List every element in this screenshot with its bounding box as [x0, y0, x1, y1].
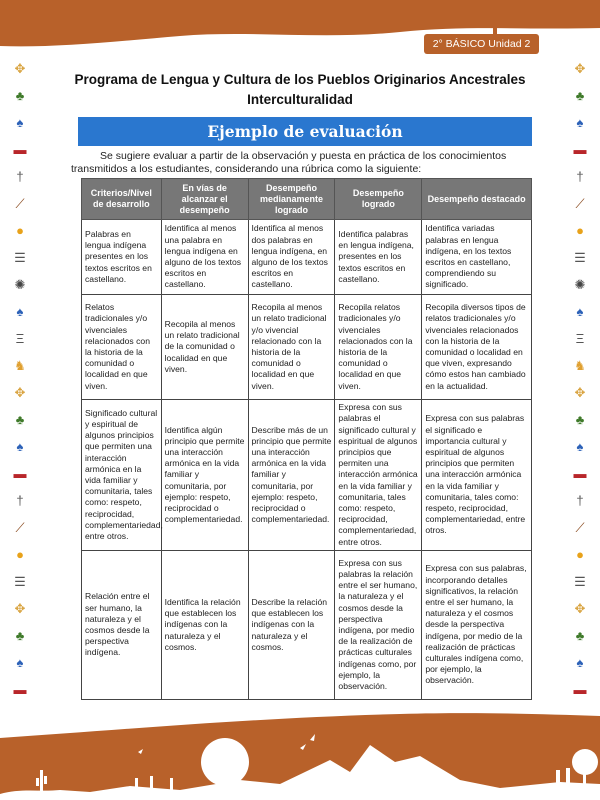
fox-icon: ▬: [573, 142, 587, 157]
level-cell: Identifica al menos una palabra en lengua indígena en alguno de los textos escritos en castellano.: [161, 220, 248, 295]
section-banner: Ejemplo de evaluación: [78, 117, 532, 146]
fox-icon: ▬: [573, 682, 587, 697]
turtle-icon: ✥: [574, 601, 586, 616]
person-icon: †: [576, 493, 584, 508]
header-level-3: Desempeño logrado: [335, 179, 422, 220]
right-icon-column: [560, 55, 600, 703]
program-title-line2: Interculturalidad: [247, 92, 353, 107]
level-cell: Identifica la relación que establecen los indígenas con la naturaleza y el cosmos.: [161, 551, 248, 700]
header-criteria: Criterios/Nivel de desarrollo: [82, 179, 162, 220]
level-cell: Expresa con sus palabras el significado cultural y espiritual de algunos principios que permiten una interacción armónica en la vida familiar y comunitaria, tales como: respeto, reciprocidad, complementariedad, entre otros.: [335, 400, 422, 551]
level-cell: Describe la relación que establecen los indígenas con la naturaleza y el cosmos.: [248, 551, 335, 700]
person-icon: †: [16, 493, 24, 508]
table-row: [82, 220, 532, 295]
fox-icon: ▬: [13, 466, 27, 481]
footer-landscape-band: [0, 700, 600, 800]
level-cell: Expresa con sus palabras el significado e importancia cultural y espiritual de algunos principios que permiten una interacción armónica en la vida familiar y comunitaria, tales como: respeto, reciprocidad, complementariedad, entre otros.: [422, 400, 532, 551]
turtle-icon: ✥: [14, 601, 26, 616]
criteria-cell: Palabras en lengua indígena presentes en los textos escritos en castellano.: [82, 220, 162, 295]
bird-figure-icon: ♣: [575, 628, 585, 643]
fox-icon: ▬: [573, 466, 587, 481]
level-cell: Expresa con sus palabras, incorporando detalles significativos, la relación entre el ser humano, la naturaleza y el cosmos desde la perspectiva indígena, por medio de la realización de prácticas culturales indígena como, por ejemplo, la observación.: [422, 551, 532, 700]
figure-blue-icon: ♠: [16, 439, 24, 454]
bird-figure-icon: ♣: [575, 88, 585, 103]
condor-icon: ⟋: [15, 520, 25, 535]
program-title-line1: Programa de Lengua y Cultura de los Pueblos Originarios Ancestrales: [74, 72, 526, 87]
bird-figure-icon: ♣: [15, 88, 25, 103]
criteria-cell: Significado cultural y espiritual de algunos principios que permiten una interacción armónica en la vida familiar y comunitaria, tales como: respeto, reciprocidad, complementariedad, entre otros.: [82, 400, 162, 551]
figure-blue-icon: ♠: [576, 655, 584, 670]
table-row: [82, 295, 532, 400]
level-cell: Recopila relatos tradicionales y/o vivenciales relacionados con la historia de la comunidad o localidad en que viven.: [335, 295, 422, 400]
vessel-icon: ☰: [574, 250, 586, 265]
condor-icon: ⟋: [575, 196, 585, 211]
sun-icon: ●: [576, 547, 584, 562]
level-cell: Identifica algún principio que permite una interacción armónica en la vida familiar y comunitaria, por ejemplo: respeto, reciprocidad o complementariedad.: [161, 400, 248, 551]
vessel-icon: ☰: [14, 574, 26, 589]
evaluation-rubric-table: [81, 178, 532, 700]
turtle-icon: ✥: [14, 385, 26, 400]
figure-blue-icon: ♠: [576, 304, 584, 319]
figure-blue-icon: ♠: [16, 115, 24, 130]
rubric-header-row: [82, 179, 532, 220]
person-icon: †: [16, 169, 24, 184]
bird-figure-icon: ♣: [15, 412, 25, 427]
fox-icon: ▬: [13, 142, 27, 157]
turtle-icon: ✥: [574, 385, 586, 400]
totem-icon: Ξ: [575, 331, 585, 346]
header-level-2: Desempeño medianamente logrado: [248, 179, 335, 220]
bird-figure-icon: ♣: [575, 412, 585, 427]
grade-unit-badge: 2° BÁSICO Unidad 2: [424, 34, 539, 54]
vessel-icon: ☰: [14, 250, 26, 265]
figure-blue-icon: ♠: [16, 655, 24, 670]
level-cell: Recopila al menos un relato tradicional de la comunidad o localidad en que viven.: [161, 295, 248, 400]
level-cell: Identifica al menos dos palabras en lengua indígena, en alguno de los textos escritos en castellano.: [248, 220, 335, 295]
sun-icon: ●: [576, 223, 584, 238]
level-cell: Identifica variadas palabras en lengua indígena, en los textos escritos en castellano, comprendiendo su significado.: [422, 220, 532, 295]
figure-blue-icon: ♠: [576, 439, 584, 454]
level-cell: Describe más de un principio que permite una interacción armónica en la vida familiar y comunitaria, por ejemplo: respeto, reciprocidad o complementariedad.: [248, 400, 335, 551]
level-cell: Recopila al menos un relato tradicional y/o vivencial relacionado con la historia de la comunidad o localidad en que viven.: [248, 295, 335, 400]
condor-icon: ⟋: [575, 520, 585, 535]
turtle-icon: ✥: [14, 61, 26, 76]
llama-icon: ♞: [574, 358, 586, 373]
level-cell: Expresa con sus palabras la relación entre el ser humano, la naturaleza y el cosmos desde la perspectiva indígena, por medio de la realización de prácticas culturales indígenas como, por ejemplo, la observación.: [335, 551, 422, 700]
table-row: [82, 400, 532, 551]
sun-icon: ●: [16, 223, 24, 238]
level-cell: Identifica palabras en lengua indígena, presentes en los textos escritos en castellano.: [335, 220, 422, 295]
intro-paragraph: Se sugiere evaluar a partir de la observación y puesta en práctica de los conocimientos transmitidos a los estudiantes, considerando una rúbrica como la siguiente:: [71, 150, 507, 175]
totem-icon: Ξ: [15, 331, 25, 346]
left-icon-column: [0, 55, 40, 703]
bird-figure-icon: ♣: [15, 628, 25, 643]
turtle-icon: ✥: [574, 61, 586, 76]
fox-icon: ▬: [13, 682, 27, 697]
criteria-cell: Relatos tradicionales y/o vivenciales relacionados con la historia de la comunidad o localidad en que viven.: [82, 295, 162, 400]
vessel-icon: ☰: [574, 574, 586, 589]
header-level-1: En vías de alcanzar el desempeño: [161, 179, 248, 220]
star-icon: ✺: [14, 277, 26, 292]
criteria-cell: Relación entre el ser humano, la naturaleza y el cosmos desde la perspectiva indígena.: [82, 551, 162, 700]
level-cell: Recopila diversos tipos de relatos tradicionales y/o vivenciales relacionados con la historia de la comunidad o localidad en que viven, expresando cómo estos han cambiado en la actualidad.: [422, 295, 532, 400]
table-row: [82, 551, 532, 700]
person-icon: †: [576, 169, 584, 184]
sun-icon: ●: [16, 547, 24, 562]
program-title: [62, 70, 538, 110]
condor-icon: ⟋: [15, 196, 25, 211]
figure-blue-icon: ♠: [16, 304, 24, 319]
header-level-4: Desempeño destacado: [422, 179, 532, 220]
figure-blue-icon: ♠: [576, 115, 584, 130]
star-icon: ✺: [574, 277, 586, 292]
llama-icon: ♞: [14, 358, 26, 373]
